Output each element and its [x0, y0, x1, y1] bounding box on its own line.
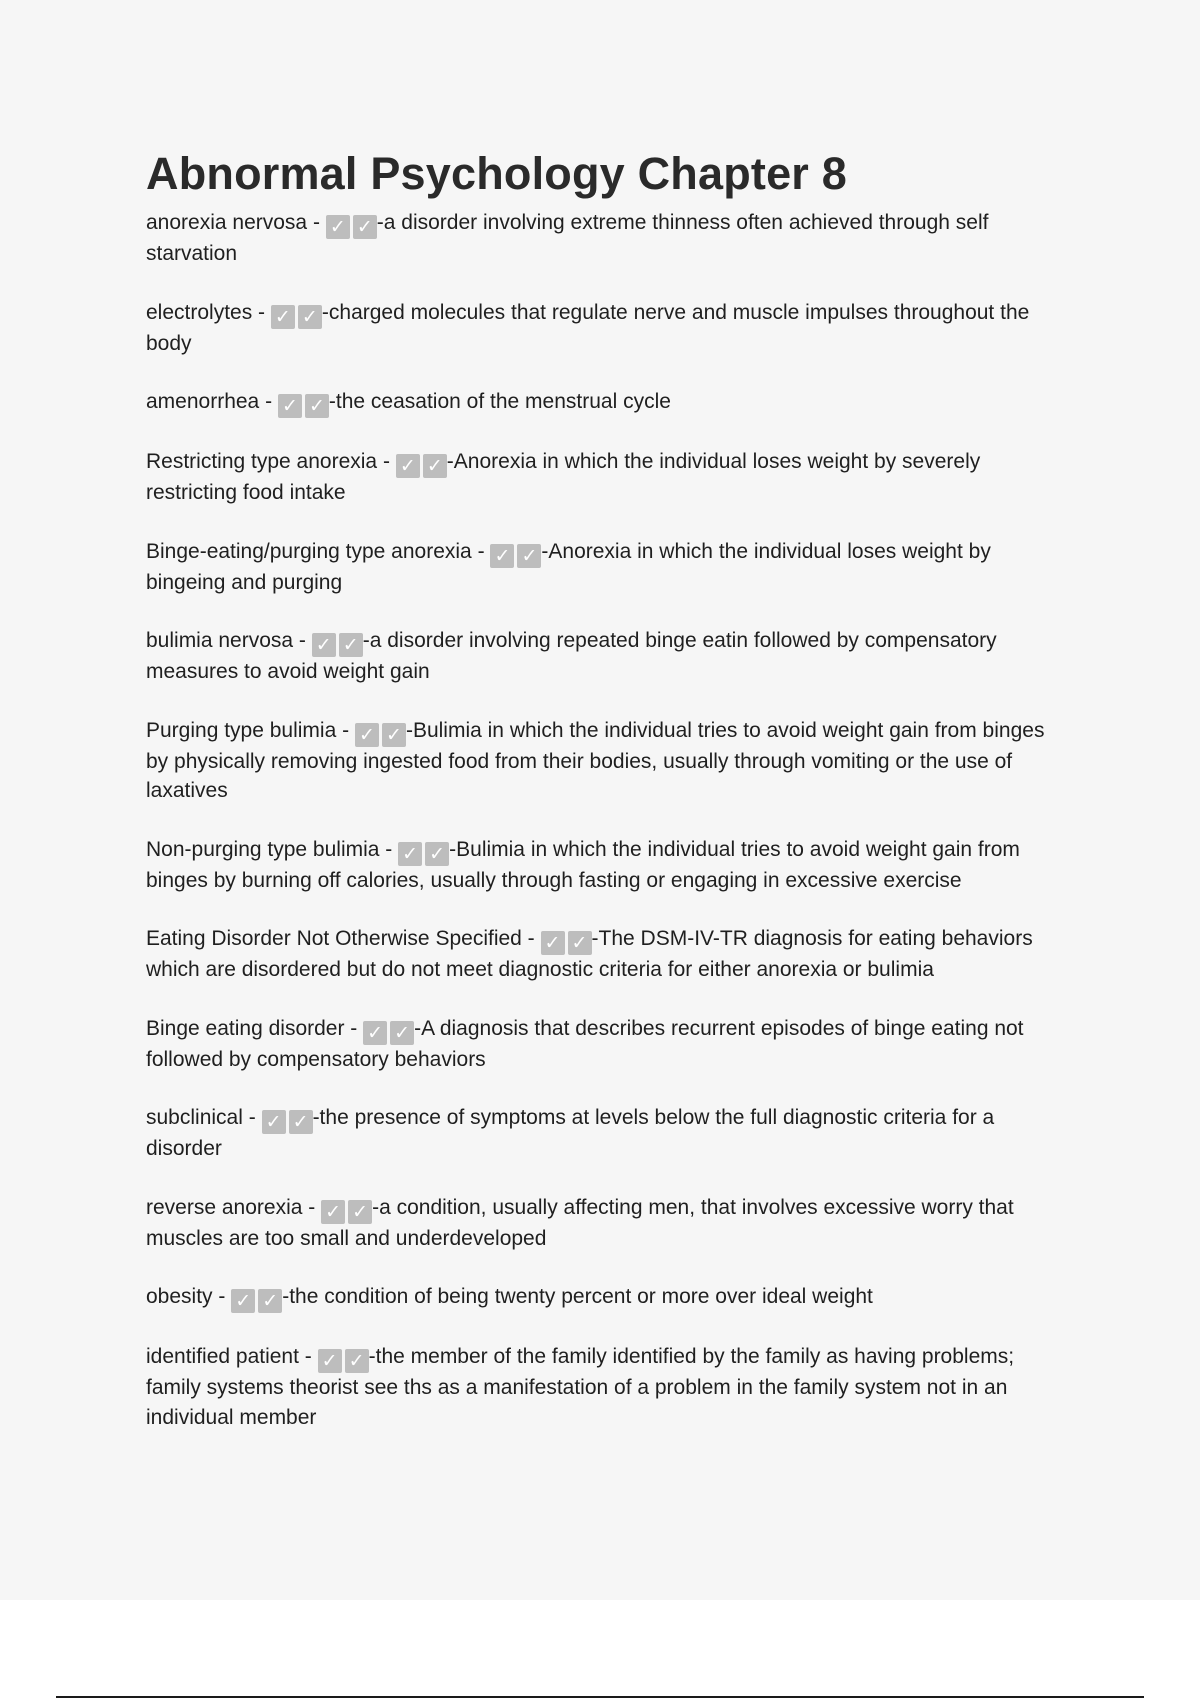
check-mark-icon: ✓: [318, 1349, 342, 1373]
check-mark-icon: ✓: [312, 633, 336, 657]
glossary-entry: [146, 1014, 1056, 1075]
entry-term: electrolytes: [146, 300, 253, 324]
check-mark-icon: ✓: [305, 394, 329, 418]
entry-separator: -: [307, 211, 326, 234]
entry-term: obesity: [146, 1285, 213, 1308]
entry-term: Binge eating disorder: [146, 1016, 345, 1040]
check-mark-icon: ✓: [348, 1200, 372, 1224]
check-mark-icon: ✓: [262, 1110, 286, 1134]
glossary-entry: [146, 924, 1056, 985]
entry-definition: -the ceasation of the menstrual cycle: [328, 390, 671, 413]
check-mark-icon: ✓: [231, 1289, 255, 1313]
entry-term: Binge-eating/purging type anorexia: [146, 539, 472, 563]
glossary-entry: [146, 626, 1056, 687]
check-mark-icon: ✓: [568, 931, 592, 955]
glossary-entry: [146, 298, 1056, 359]
check-mark-icon: ✓: [321, 1200, 345, 1224]
glossary-entry: [146, 1193, 1056, 1254]
entry-definition: -a disorder involving repeated binge eatin followed by compensatory measures to avoid weight gain: [146, 629, 997, 683]
entry-definition: -Bulimia in which the individual tries to avoid weight gain from binges by physically removing ingested food from their bodies, usually through vomiting or the use of laxatives: [146, 718, 1045, 802]
entry-term: Purging type bulimia: [146, 718, 337, 742]
check-mark-icon: ✓: [425, 842, 449, 866]
glossary-entry: [146, 387, 1056, 418]
check-mark-icon: ✓: [289, 1110, 313, 1134]
check-mark-icon: ✓: [490, 544, 514, 568]
glossary-entry: [146, 537, 1056, 598]
check-mark-icon: ✓: [396, 454, 420, 478]
glossary-entry: [146, 447, 1056, 508]
check-mark-icon: ✓: [541, 931, 565, 955]
check-mark-icon: ✓: [363, 1021, 387, 1045]
entry-definition: -The DSM-IV-TR diagnosis for eating behaviors which are disordered but do not meet diagnostic criteria for either anorexia or bulimia: [146, 927, 1033, 981]
check-mark-icon: ✓: [382, 723, 406, 747]
entry-separator: -: [252, 300, 271, 324]
check-mark-icon: ✓: [339, 633, 363, 657]
entry-term: amenorrhea: [146, 390, 260, 413]
entry-definition: -Anorexia in which the individual loses weight by bingeing and purging: [146, 539, 991, 594]
entry-separator: -: [212, 1285, 232, 1308]
entry-separator: -: [302, 1195, 322, 1219]
entry-separator: -: [336, 718, 355, 742]
footer-divider: [56, 1696, 1144, 1698]
check-mark-icon: ✓: [258, 1289, 282, 1313]
glossary-entry: [146, 1342, 1056, 1432]
entry-separator: -: [293, 629, 312, 652]
entry-definition: -Bulimia in which the individual tries to avoid weight gain from binges by burning off calories, usually through fasting or engaging in excessive exercise: [146, 837, 1020, 892]
entry-separator: -: [521, 927, 541, 950]
entry-term: subclinical: [146, 1106, 243, 1129]
entry-term: anorexia nervosa: [146, 211, 308, 234]
check-mark-icon: ✓: [390, 1021, 414, 1045]
document-title: Abnormal Psychology Chapter 8: [146, 148, 847, 199]
entry-definition: -charged molecules that regulate nerve and muscle impulses throughout the body: [146, 300, 1030, 355]
entry-definition: -Anorexia in which the individual loses weight by severely restricting food intake: [146, 450, 981, 504]
glossary-entry: [146, 835, 1056, 896]
glossary-entry: [146, 208, 1056, 269]
entry-list: [146, 208, 1056, 1432]
check-mark-icon: ✓: [271, 305, 295, 329]
check-mark-icon: ✓: [345, 1349, 369, 1373]
glossary-entry: [146, 1282, 1056, 1313]
entry-separator: -: [259, 390, 278, 413]
entry-term: Non-purging type bulimia: [146, 837, 380, 861]
entry-definition: -A diagnosis that describes recurrent episodes of binge eating not followed by compensatory behaviors: [146, 1016, 1024, 1071]
entry-separator: -: [298, 1345, 318, 1368]
check-mark-icon: ✓: [298, 305, 322, 329]
entry-separator: -: [471, 539, 491, 563]
check-mark-icon: ✓: [353, 215, 377, 239]
entry-separator: -: [344, 1016, 364, 1040]
glossary-entry: [146, 1103, 1056, 1164]
entry-term: reverse anorexia: [146, 1195, 303, 1219]
entry-definition: -a disorder involving extreme thinness often achieved through self starvation: [146, 211, 989, 265]
check-mark-icon: ✓: [355, 723, 379, 747]
entry-term: Restricting type anorexia: [146, 450, 378, 473]
entry-term: bulimia nervosa: [146, 629, 294, 652]
entry-separator: -: [379, 837, 399, 861]
entry-definition: -a condition, usually affecting men, that involves excessive worry that muscles are too small and underdeveloped: [146, 1195, 1014, 1250]
check-mark-icon: ✓: [423, 454, 447, 478]
check-mark-icon: ✓: [517, 544, 541, 568]
entry-definition: -the presence of symptoms at levels below the full diagnostic criteria for a disorder: [146, 1106, 995, 1160]
check-mark-icon: ✓: [398, 842, 422, 866]
entry-term: identified patient: [146, 1345, 299, 1368]
entry-definition: -the member of the family identified by the family as having problems; family systems theorist see ths as a manifestation of a problem in the family system not in an individual member: [146, 1345, 1015, 1429]
check-mark-icon: ✓: [278, 394, 302, 418]
entry-separator: -: [242, 1106, 262, 1129]
glossary-entry: [146, 716, 1056, 806]
entry-separator: -: [377, 450, 396, 473]
check-mark-icon: ✓: [326, 215, 350, 239]
entry-term: Eating Disorder Not Otherwise Specified: [146, 927, 522, 950]
document-content: [146, 144, 1056, 1461]
entry-definition: -the condition of being twenty percent or more over ideal weight: [282, 1285, 873, 1308]
